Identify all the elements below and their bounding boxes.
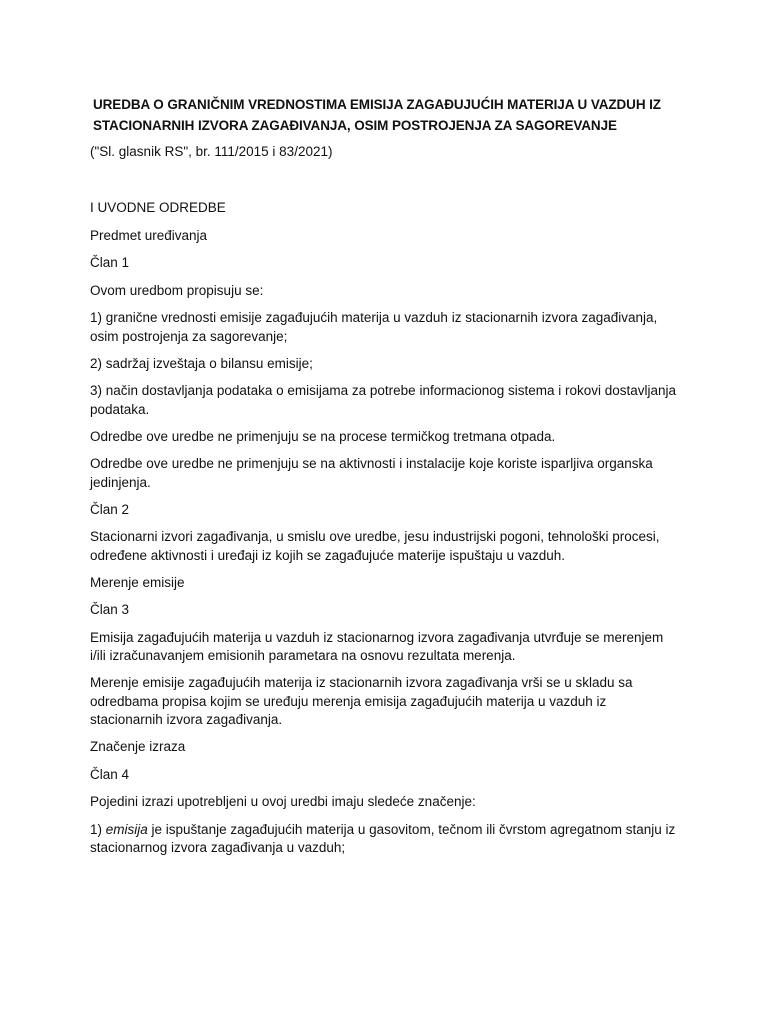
- article-1-item-3: 3) način dostavljanja podataka o emisijama za potrebe informacionog sistema i rokovi dostavljanja podataka.: [90, 383, 677, 417]
- subject-heading: Predmet uređivanja: [90, 227, 208, 243]
- article-4-item-1-number: 1): [90, 821, 106, 837]
- article-1-intro: Ovom uredbom propisuju se:: [90, 282, 264, 298]
- article-1-item-1: 1) granične vrednosti emisije zagađujućih materija u vazduh iz stacionarnih izvora zagađivanja, osim postrojenja za sagorevanje;: [90, 310, 658, 344]
- article-3-heading: Član 3: [90, 602, 130, 617]
- article-2-heading: Član 2: [90, 501, 130, 517]
- article-1-item-2: 2) sadržaj izveštaja o bilansu emisije;: [90, 355, 313, 371]
- meaning-heading: Značenje izraza: [90, 739, 186, 754]
- article-1-paragraph-1: Odredbe ove uredbe ne primenjuju se na procese termičkog tretmana otpada.: [90, 428, 556, 444]
- article-4-item-1: [90, 821, 680, 858]
- article-1-paragraph-2: Odredbe ove uredbe ne primenjuju se na aktivnosti i instalacije koje koriste isparljiva organska jedinjenja.: [90, 456, 653, 490]
- document-title: UREDBA O GRANIČNIM VREDNOSTIMA EMISIJA ZAGAĐUJUĆIH MATERIJA U VAZDUH IZ STACIONARNIH IZVORA ZAGAĐIVANJA, OSIM POSTROJENJA ZA SAGOREVANJE: [93, 97, 661, 133]
- article-2-text: Stacionarni izvori zagađivanja, u smislu ove uredbe, jesu industrijski pogoni, tehnološki procesi, određene aktivnosti i uređaji iz kojih se zagađujuće materije ispuštaju u vazduh.: [90, 529, 660, 563]
- measurement-heading: Merenje emisije: [90, 574, 185, 590]
- section-heading: I UVODNE ODREDBE: [90, 200, 226, 215]
- article-1-heading: Član 1: [90, 255, 130, 270]
- article-4-heading: Član 4: [90, 766, 130, 782]
- gazette-reference: ("Sl. glasnik RS", br. 111/2015 i 83/2021): [90, 144, 333, 159]
- article-4-item-1-definition: je ispuštanje zagađujućih materija u gasovitom, tečnom ili čvrstom agregatnom stanju iz stacionarnog izvora zagađivanja u vazduh;: [90, 821, 676, 855]
- article-4-item-1-term: emisija: [105, 821, 148, 837]
- document-body: [90, 94, 680, 866]
- article-3-paragraph-2: Merenje emisije zagađujućih materija iz stacionarnih izvora zagađivanja vrši se u skladu sa odredbama propisa kojim se uređuju merenja emisija zagađujućih materija u vazduh iz stacionarnih izvora zagađivanja.: [90, 675, 633, 727]
- article-4-intro: Pojedini izrazi upotrebljeni u ovoj uredbi imaju sledeće značenje:: [90, 794, 476, 809]
- article-3-paragraph-1: Emisija zagađujućih materija u vazduh iz stacionarnog izvora zagađivanja utvrđuje se merenjem i/ili izračunavanjem emisionih parametara na osnovu rezultata merenja.: [90, 629, 664, 663]
